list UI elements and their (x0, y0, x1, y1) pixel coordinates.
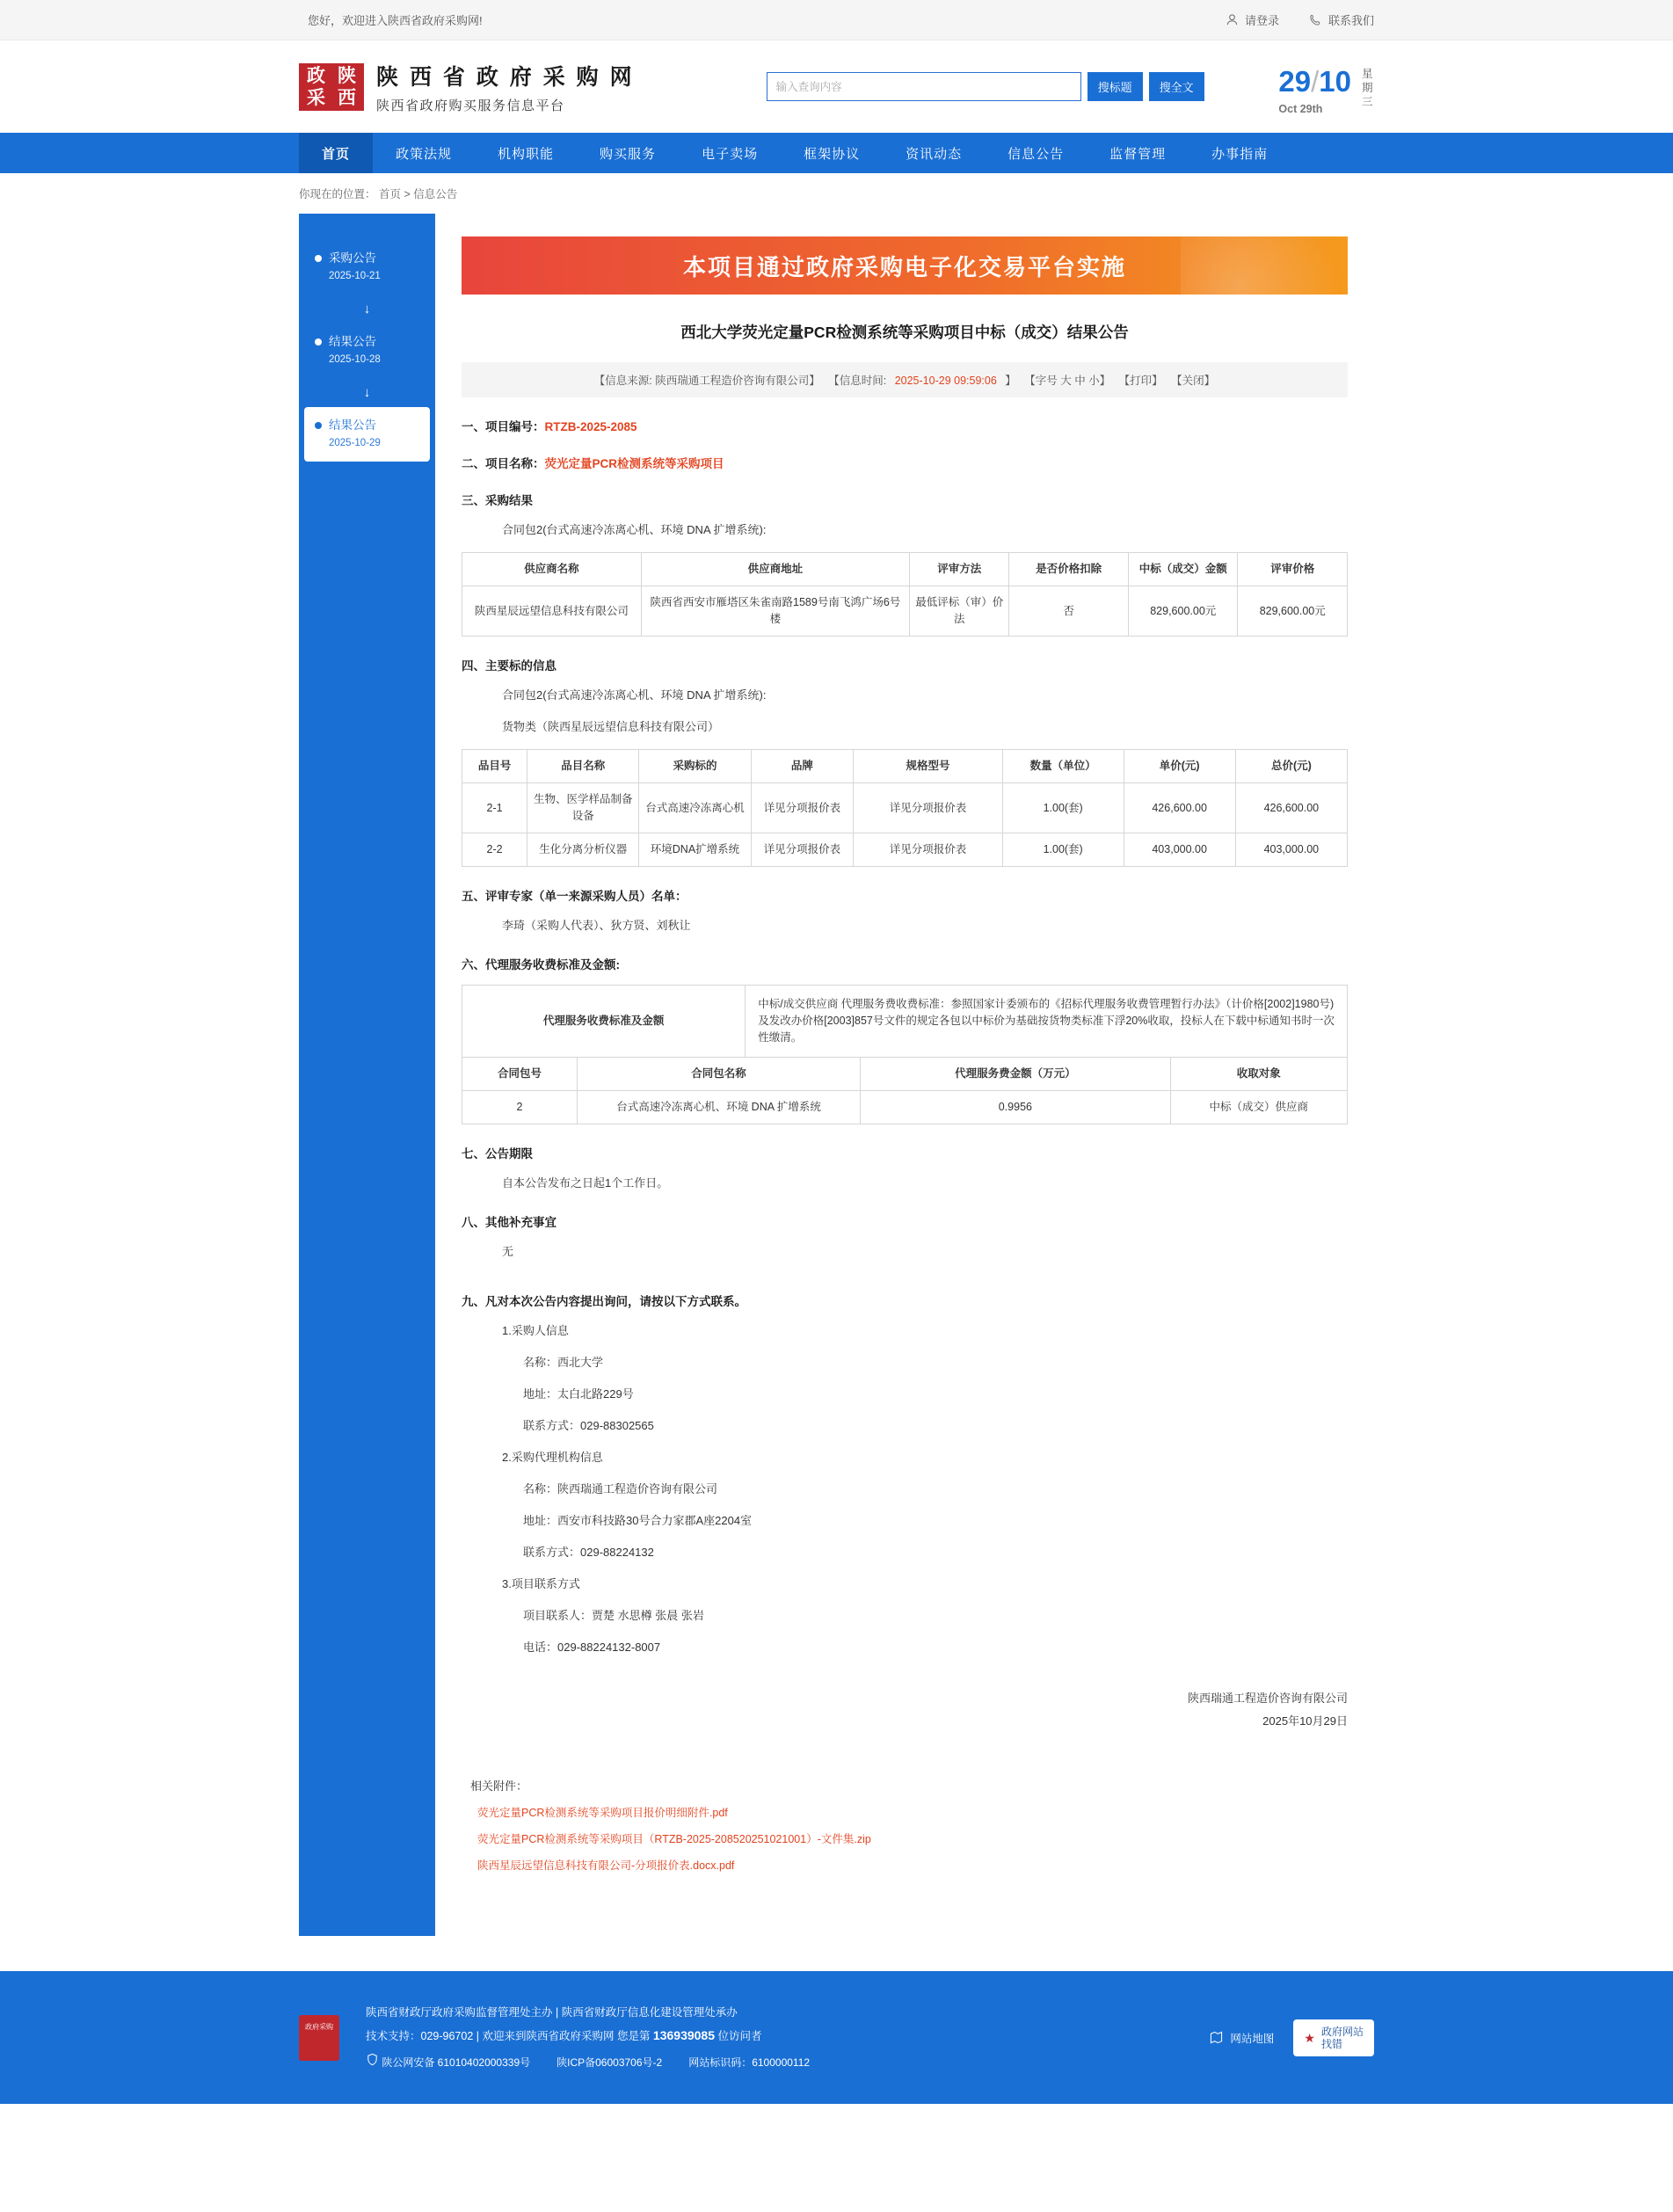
site-header (0, 40, 1673, 133)
attachment-link[interactable]: 陕西星辰远望信息科技有限公司-分项报价表.docx.pdf (477, 1859, 735, 1872)
cell-supplier-name: 陕西星辰远望信息科技有限公司 (462, 586, 642, 637)
site-name: 陕 西 省 政 府 采 购 网 (376, 64, 635, 90)
weekday-label: 星期三 (1362, 68, 1373, 108)
section-contact: 九、凡对本次公告内容提出询问，请按以下方式联系。 (462, 1295, 746, 1308)
cell-total-price: 403,000.00 (1235, 833, 1347, 867)
signature-date: 2025年10月29日 (1262, 1714, 1348, 1728)
search-area (767, 72, 1204, 101)
date-english: Oct 29th (1278, 103, 1323, 115)
sidebar-item-date: 2025-10-29 (329, 438, 381, 448)
nav-item-guide[interactable]: 办事指南 (1211, 146, 1269, 162)
table-row (462, 986, 1348, 1058)
police-record-label: 陕公网安备 61010402000339号 (382, 2056, 531, 2069)
footer-org-line: 陕西省财政厅政府采购监督管理处主办 | 陕西省财政厅信息化建设管理处承办 (366, 2006, 738, 2019)
nav-item-functions[interactable]: 机构职能 (498, 146, 555, 162)
sitemap-label: 网站地图 (1230, 2032, 1275, 2045)
top-utility-bar (0, 0, 1673, 40)
cell-fee-label: 代理服务收费标准及金额 (462, 986, 746, 1058)
platform-banner: 本项目通过政府采购电子化交易平台实施 (462, 236, 1348, 295)
signature-block (462, 1687, 1348, 1733)
table-row (462, 586, 1348, 637)
meta-time-label: 【信息时间: (828, 375, 887, 387)
col-spec: 规格型号 (854, 750, 1003, 783)
cell-unit-price: 426,600.00 (1124, 783, 1235, 833)
review-experts-value: 李琦（采购人代表）、狄方贤、刘秋让 (502, 919, 691, 932)
timeline-dot-icon (315, 255, 322, 262)
col-fee-amount: 代理服务费金额（万元） (861, 1058, 1170, 1091)
site-subname: 陕西省政府购买服务信息平台 (376, 98, 565, 113)
timeline-dot-icon (315, 422, 322, 429)
cell-review-method: 最低评标（审）价法 (910, 586, 1009, 637)
footer-support-line (366, 2024, 810, 2048)
nav-item-emarket[interactable]: 电子卖场 (702, 146, 759, 162)
table-row (462, 833, 1348, 867)
nav-item-purchase-service[interactable]: 购买服务 (600, 146, 657, 162)
logo-char-2: 陕 (338, 65, 356, 86)
attachment-link[interactable]: 荧光定量PCR检测系统等采购项目报价明细附件.pdf (477, 1807, 728, 1819)
project-contact-title: 3.项目联系方式 (502, 1577, 580, 1590)
col-supplier-address: 供应商地址 (641, 553, 909, 586)
sidebar-item-result-announcement-1029[interactable] (304, 407, 430, 462)
project-contact-tel: 电话：029-88224132-8007 (523, 1641, 661, 1654)
cell-package-no: 2 (462, 1091, 578, 1124)
attachment-link[interactable]: 荧光定量PCR检测系统等采购项目（RTZB-2025-208520251021001）-文件集.zip (477, 1833, 871, 1845)
site-footer (0, 1971, 1673, 2104)
meta-source: 【信息来源: 陕西瑞通工程造价咨询有限公司】 (593, 375, 820, 387)
breadcrumb-prefix: 你现在的位置： (299, 188, 376, 200)
meta-time: 2025-10-29 09:59:06 (894, 375, 997, 387)
col-brand: 品牌 (751, 750, 854, 783)
agency-address: 地址：西安市科技路30号合力家郡A座2204室 (523, 1514, 753, 1527)
section-other-matters: 八、其他补充事宜 (462, 1216, 556, 1229)
col-item-target: 采购标的 (639, 750, 751, 783)
cell-brand: 详见分项报价表 (751, 833, 854, 867)
col-price-deduction: 是否价格扣除 (1009, 553, 1129, 586)
table-header-row (462, 750, 1348, 783)
sitemap-link[interactable] (1210, 2030, 1274, 2046)
items-category-label: 货物类（陕西星辰远望信息科技有限公司） (502, 720, 720, 733)
col-supplier-name: 供应商名称 (462, 553, 642, 586)
cell-item-name: 生化分离分析仪器 (527, 833, 639, 867)
welcome-text: 您好，欢迎进入陕西省政府采购网! (308, 14, 483, 27)
section-procurement-result: 三、采购结果 (462, 494, 533, 507)
project-name-value: 荧光定量PCR检测系统等采购项目 (544, 457, 724, 470)
cell-price-deduction: 否 (1009, 586, 1129, 637)
cell-fee-description: 中标/成交供应商 代理服务费收费标准：参照国家计委颁布的《招标代理服务收费管理暂行办法》（计价格[2002]1980号)及发改办价格[2003]857号文件的规定各包以中标价为基础按货物类标准下浮20%收取，投标人在下载中标通知书时一次性缴清。 (746, 986, 1348, 1058)
site-identifier: 网站标识码：6100000112 (688, 2056, 811, 2069)
items-package-label: 合同包2(台式高速冷冻离心机、环境 DNA 扩增系统): (502, 688, 767, 702)
cell-supplier-address: 陕西省西安市雁塔区朱雀南路1589号南飞鸿广场6号楼 (641, 586, 909, 637)
site-logo[interactable] (299, 60, 635, 114)
cell-brand: 详见分项报价表 (751, 783, 854, 833)
purchaser-tel: 联系方式：029-88302565 (523, 1419, 654, 1432)
cell-item-no: 2-2 (462, 833, 527, 867)
police-badge-icon (366, 2053, 379, 2066)
user-icon (1226, 13, 1239, 26)
sidebar-item-title: 采购公告 (329, 251, 376, 265)
cell-package-name: 台式高速冷冻离心机、环境 DNA 扩增系统 (577, 1091, 860, 1124)
agency-fee-desc-table (462, 985, 1348, 1058)
footer-support-post: 位访问者 (715, 2030, 762, 2042)
document-meta-bar (462, 362, 1348, 397)
col-item-no: 品目号 (462, 750, 527, 783)
other-matters-value: 无 (502, 1245, 514, 1258)
agency-fee-table (462, 1057, 1348, 1124)
nav-item-news[interactable]: 资讯动态 (906, 146, 963, 162)
result-table (462, 552, 1348, 637)
date-slash: / (1311, 65, 1320, 98)
goods-table (462, 749, 1348, 867)
logo-mark-icon (299, 63, 364, 111)
project-contact-person: 项目联系人：贾楚 水思樽 张晨 张岩 (523, 1609, 704, 1622)
col-package-name: 合同包名称 (577, 1058, 860, 1091)
col-review-price: 评审价格 (1238, 553, 1348, 586)
date-day: 29 (1278, 65, 1312, 98)
cell-spec: 详见分项报价表 (854, 783, 1003, 833)
sidebar-item-title: 结果公告 (329, 335, 376, 348)
meta-time-close: 】 (1005, 375, 1016, 387)
purchaser-info-title: 1.采购人信息 (502, 1324, 569, 1337)
main-nav (0, 133, 1673, 173)
cell-quantity: 1.00(套) (1002, 783, 1124, 833)
print-button[interactable]: 【打印】 (1118, 375, 1163, 387)
agency-info-title: 2.采购代理机构信息 (502, 1451, 603, 1464)
cell-award-amount: 829,600.00元 (1129, 586, 1238, 637)
breadcrumb-home[interactable]: 首页 (379, 188, 402, 200)
cell-unit-price: 403,000.00 (1124, 833, 1235, 867)
cell-total-price: 426,600.00 (1235, 783, 1347, 833)
gov-badge-line1: 政府网站 (1320, 2025, 1364, 2038)
sidebar-item-title: 结果公告 (329, 418, 376, 432)
cell-fee-payer: 中标（成交）供应商 (1170, 1091, 1347, 1124)
purchaser-address: 地址：太白北路229号 (523, 1387, 634, 1401)
result-package-label: 合同包2(台式高速冷冻离心机、环境 DNA 扩增系统): (502, 523, 767, 536)
timeline-arrow-down-icon: ↓ (363, 385, 371, 400)
col-unit-price: 单价(元) (1124, 750, 1235, 783)
table-header-row (462, 553, 1348, 586)
breadcrumb-current[interactable]: 信息公告 (413, 188, 458, 200)
attachments-list (462, 1804, 1348, 1873)
section-project-number (462, 417, 1348, 434)
section2-label: 二、项目名称： (462, 457, 545, 470)
section1-label: 一、项目编号： (462, 420, 545, 433)
nav-item-policy[interactable]: 政策法规 (396, 146, 453, 162)
star-icon: ★ (1304, 2030, 1315, 2045)
col-review-method: 评审方法 (910, 553, 1009, 586)
cell-item-name: 生物、医学样品制备设备 (527, 783, 639, 833)
agency-tel: 联系方式：029-88224132 (523, 1546, 654, 1559)
section-announcement-period: 七、公告期限 (462, 1147, 533, 1161)
phone-icon (1309, 13, 1322, 26)
logo-char-1: 政 (307, 65, 325, 86)
nav-item-announcements[interactable]: 信息公告 (1007, 146, 1065, 162)
page-body (0, 214, 1673, 1936)
col-total-price: 总价(元) (1235, 750, 1347, 783)
gov-badge-line2: 找错 (1320, 2037, 1342, 2050)
section-review-experts: 五、评审专家（单一来源采购人员）名单： (462, 890, 687, 903)
sidebar-item-date: 2025-10-21 (329, 271, 381, 281)
police-record[interactable] (366, 2051, 530, 2074)
contact-link[interactable] (1309, 11, 1374, 28)
search-input[interactable] (767, 72, 1081, 101)
announcement-timeline-sidebar (299, 214, 435, 1936)
col-item-name: 品目名称 (527, 750, 639, 783)
date-month: 10 (1319, 65, 1351, 98)
table-row (462, 783, 1348, 833)
nav-item-home[interactable]: 首页 (299, 133, 373, 173)
font-size-control[interactable]: 【字号 大 中 小】 (1024, 375, 1111, 387)
contact-label: 联系我们 (1327, 14, 1374, 27)
col-quantity: 数量（单位） (1002, 750, 1124, 783)
breadcrumb-sep: > (404, 188, 411, 200)
agency-name: 名称：陕西瑞通工程造价咨询有限公司 (523, 1482, 718, 1495)
page-title: 西北大学荧光定量PCR检测系统等采购项目中标（成交）结果公告 (680, 324, 1129, 341)
cell-review-price: 829,600.00元 (1238, 586, 1348, 637)
search-title-button[interactable]: 搜标题 (1087, 72, 1143, 101)
timeline-dot-icon (315, 338, 322, 346)
col-fee-payer: 收取对象 (1170, 1058, 1347, 1091)
project-number-value: RTZB-2025-2085 (544, 420, 637, 433)
col-award-amount: 中标（成交）金额 (1129, 553, 1238, 586)
icp-record[interactable]: 陕ICP备06003706号-2 (556, 2056, 663, 2069)
signature-org: 陕西瑞通工程造价咨询有限公司 (1187, 1692, 1348, 1705)
cell-spec: 详见分项报价表 (854, 833, 1003, 867)
purchaser-name: 名称：西北大学 (523, 1356, 604, 1369)
close-button[interactable]: 【关闭】 (1171, 375, 1216, 387)
gov-seal-icon: 政府采购 (299, 2015, 339, 2061)
attachments-label: 相关附件： (470, 1779, 528, 1793)
col-package-no: 合同包号 (462, 1058, 578, 1091)
cell-item-target: 环境DNA扩增系统 (639, 833, 751, 867)
map-icon (1210, 2031, 1223, 2044)
cell-item-target: 台式高速冷冻离心机 (639, 783, 751, 833)
date-widget (1278, 67, 1374, 115)
cell-fee-amount: 0.9956 (861, 1091, 1170, 1124)
section-project-name (462, 454, 1348, 471)
announcement-period-value: 自本公告发布之日起1个工作日。 (502, 1176, 669, 1190)
login-link[interactable] (1226, 11, 1279, 28)
sidebar-item-result-announcement-1028[interactable] (304, 324, 430, 378)
login-label: 请登录 (1244, 14, 1279, 27)
search-fulltext-button[interactable]: 搜全文 (1149, 72, 1204, 101)
table-header-row (462, 1058, 1348, 1091)
logo-char-3: 采 (307, 87, 325, 108)
table-row (462, 1091, 1348, 1124)
visitor-count: 136939085 (652, 2028, 715, 2042)
gov-website-error-report-badge[interactable] (1293, 2019, 1374, 2056)
cell-item-no: 2-1 (462, 783, 527, 833)
breadcrumb (0, 173, 1673, 214)
logo-char-4: 西 (338, 87, 356, 108)
sidebar-item-date: 2025-10-28 (329, 354, 381, 365)
timeline-arrow-down-icon: ↓ (363, 302, 371, 317)
section-main-items: 四、主要标的信息 (462, 659, 556, 673)
nav-item-framework[interactable]: 框架协议 (804, 146, 861, 162)
footer-support-pre: 技术支持：029-96702 | 欢迎来到陕西省政府采购网 您是第 (366, 2030, 653, 2042)
nav-item-supervision[interactable]: 监督管理 (1109, 146, 1167, 162)
section-agency-fee: 六、代理服务收费标准及金额: (462, 958, 620, 971)
sidebar-item-purchase-announcement[interactable] (304, 240, 430, 295)
cell-quantity: 1.00(套) (1002, 833, 1124, 867)
announcement-content (435, 214, 1374, 1936)
